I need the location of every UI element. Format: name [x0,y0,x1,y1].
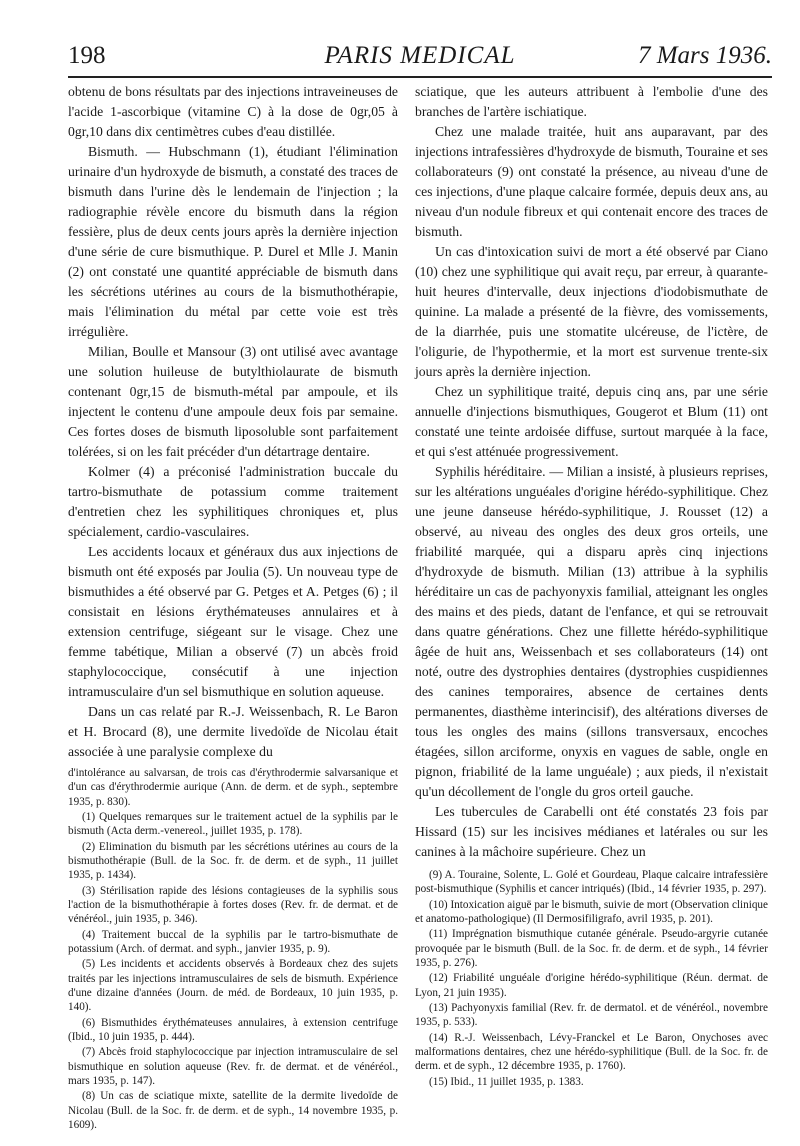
footnote: (9) A. Touraine, Solente, L. Golé et Gourdeau, Plaque calcaire intrafessière post-bismuthique (Syphilis et cancer intriqués) (Ibid., 14 février 1935, p. 297). [415,869,768,896]
footnote: (2) Elimination du bismuth par les sécrétions utérines au cours de la bismuthothérapie (Bull. de la Soc. fr. de derm. et de syph., 11 juillet 1935, p. 1434). [68,840,398,882]
left-body [68,82,398,762]
footnote: (10) Intoxication aiguë par le bismuth, suivie de mort (Observation clinique et anatomo-pathologique) (Il Dermosifiligrafo, avril 1935, p. 201). [415,898,768,925]
paragraph: Chez un syphilitique traité, depuis cinq ans, par une série annuelle d'injections bismuthiques, Gougerot et Blum (11) ont constaté une teinte ardoisée diffuse, surtout marquée à la face, et qui s'est atténuée progressivement. [415,384,768,459]
journal-title: PARIS MEDICAL [324,42,516,69]
paragraph: Kolmer (4) a préconisé l'administration buccale du tartro-bismuthate de potassium comme traitement d'entretien chez les syphilitiques chroniques et, plus spécialement, cardio-vasculaires. [68,464,398,539]
paragraph: Un cas d'intoxication suivi de mort a été observé par Ciano (10) chez une syphilitique qui avait reçu, par erreur, à quarante-huit heures d'intervalle, deux injections d'iodobismuthate de quinine. La malade a présenté de la fièvre, des vomissements, de la diarrhée, puis une stomatite ulcéreuse, de l'ictère, de l'oligurie, de l'hypothermie, et la mort est survenue trente-six jours après la dernière injection. [415,244,768,379]
paragraph: Milian, Boulle et Mansour (3) ont utilisé avec avantage une solution huileuse de butylthiolaurate de bismuth contenant 0gr,15 de bismuth-métal par ampoule, et ils injectent le contenu d'une ampoule deux fois par semaine. Ces fortes doses de bismuth liposoluble sont parfaitement tolérées, si on les fait précéder d'un détartrage dentaire. [68,344,398,459]
footnote: (14) R.-J. Weissenbach, Lévy-Franckel et Le Baron, Onychoses avec malformations dentaires, chez une hérédo-syphilitique (Bull. de la Soc. fr. de derm. et de syph., 12 décembre 1935, p. 1760). [415,1031,768,1073]
issue-date: 7 Mars 1936. [637,42,772,69]
page-number: 198 [68,42,106,69]
paragraph: sciatique, que les auteurs attribuent à l'embolie d'une des branches de l'artère ischiatique. [415,84,768,119]
paragraph: Chez une malade traitée, huit ans auparavant, par des injections intrafessières d'hydroxyde de bismuth, Touraine et ses collaborateurs (9) ont constaté la présence, au niveau d'une de ces injections, d'une plaque calcaire formée, depuis deux ans, au niveau d'un nodule fibreux et qui contenait encore des traces de bismuth. [415,124,768,239]
right-column [415,82,768,1090]
paragraph: Les accidents locaux et généraux dus aux injections de bismuth ont été exposés par Joulia (5). Un nouveau type de bismuthides a été observé par G. Petges et A. Petges (6) ; il consistait en lésions érythémateuses annulaires et à extension centrifuge, siégeant sur le visage. Chez une femme tabétique, Milian a observé (7) un abcès froid staphylococcique, consécutif à une injection intramusculaire d'un sel bismuthique en solution aqueuse. [68,544,398,699]
footnote: (15) Ibid., 11 juillet 1935, p. 1383. [429,1075,584,1088]
footnote: (13) Pachyonyxis familial (Rev. fr. de dermatol. et de vénéréol., novembre 1935, p. 533). [415,1001,768,1029]
right-footnotes [415,868,768,1089]
paragraph: Dans un cas relaté par R.-J. Weissenbach, R. Le Baron et H. Brocard (8), une dermite livedoïde de Nicolau était associée à une paralysie complexe du [68,704,398,759]
right-body [415,82,768,862]
running-header [68,40,772,78]
paragraph-bismuth: Bismuth. — Hubschmann (1), étudiant l'élimination urinaire d'un hydroxyde de bismuth, a constaté des traces de bismuth dans l'urine dès le lendemain de l'injection ; la radiographie révèle encore du bismuth dans la région fessière, plus de deux cents jours après la dernière injection d'une série de cure bismuthique. P. Durel et Mlle J. Manin (2) ont constaté une quantité appréciable de bismuth dans les sécrétions utérines au cours de la bismuthothérapie, mais l'élimination du métal par cette voie est très irrégulière. [68,144,398,339]
footnote: (6) Bismuthides érythémateuses annulaires, à extension centrifuge (Ibid., 10 juin 1935, p. 444). [68,1016,398,1043]
left-footnotes [68,766,398,1132]
footnote: (5) Les incidents et accidents observés à Bordeaux chez des sujets traités par les injections intramusculaires de sels de bismuth. Expérience d'une dizaine d'années (Journ. de méd. de Bordeaux, 10 juin 1935, p. 140). [68,958,398,1014]
paragraph: obtenu de bons résultats par des injections intraveineuses de l'acide 1-ascorbique (vitamine C) à la dose de 0gr,05 à 0gr,10 dans dix centimètres cubes d'eau distillée. [68,84,398,139]
footnote: (12) Friabilité unguéale d'origine hérédo-syphilitique (Réun. dermat. de Lyon, 21 juin 1935). [415,972,768,999]
footnote: (4) Traitement buccal de la syphilis par le tartro-bismuthate de potassium (Arch. of dermat. and syph., janvier 1935, p. 9). [68,928,398,955]
footnote: (1) Quelques remarques sur le traitement actuel de la syphilis par le bismuth (Acta derm.-venereol., juillet 1935, p. 178). [68,810,398,838]
footnote: d'intolérance au salvarsan, de trois cas d'érythrodermie salvarsanique et d'un cas d'érythrodermie aurique (Ann. de derm. et de syph., septembre 1935, p. 830). [68,767,398,808]
footnote: (3) Stérilisation rapide des lésions contagieuses de la syphilis sous l'action de la bismuthothérapie à fortes doses (Rev. fr. de dermat. et de vénéréol., juin 1935, p. 346). [68,884,398,926]
left-column [68,82,398,1133]
paragraph: Les tubercules de Carabelli ont été constatés 23 fois par Hissard (15) sur les incisives médianes et latérales ou sur les canines à la mâchoire supérieure. Chez un [415,804,768,859]
footnote: (7) Abcès froid staphylococcique par injection intramusculaire de sel bismuthique en solution aqueuse (Rev. fr. de dermat. et de vénéréol., mars 1935, p. 147). [68,1046,398,1087]
footnote: (8) Un cas de sciatique mixte, satellite de la dermite livedoïde de Nicolau (Bull. de la Soc. fr. de derm. et de syph., 14 novembre 1935, p. 1609). [68,1090,398,1131]
paragraph-syphilis-hereditaire: Syphilis héréditaire. — Milian a insisté, à plusieurs reprises, sur les altérations unguéales d'origine hérédo-syphilitique. Chez une jeune danseuse hérédo-syphilitique, J. Rousset (12) a observé, au niveau des ongles des deux gros orteils, une friabilité marquée, qui a disparu après cinq injections d'hydroxyde de bismuth. Milian (13) attribue à la syphilis héréditaire un cas de pachyonyxis familial, atteignant les ongles des mains et des pieds, datant de l'enfance, et qui se retrouvait dans quatre générations. Chez une fillette hérédo-syphilitique âgée de huit ans, Weissenbach et ses collaborateurs (14) ont noté, outre des dystrophies dentaires (dystrophies cuspidiennes des canines temporaires, absence de certaines dents permanentes, diasthème interincisif), des altérations diverses de tous les ongles des mains (sillons transversaux, encoches étagées, sillon arciforme, onyxis en vagues de sable, ongle en pignon, friabilité de la lame unguéale) ; aux pieds, il n'existait qu'un décollement de l'ongle du gros orteil gauche. [415,464,768,799]
footnote: (11) Imprégnation bismuthique cutanée générale. Pseudo-argyrie cutanée provoquée par le bismuth (Bull. de la Soc. fr. de derm. et de syph., 14 février 1935, p. 276). [415,928,768,969]
